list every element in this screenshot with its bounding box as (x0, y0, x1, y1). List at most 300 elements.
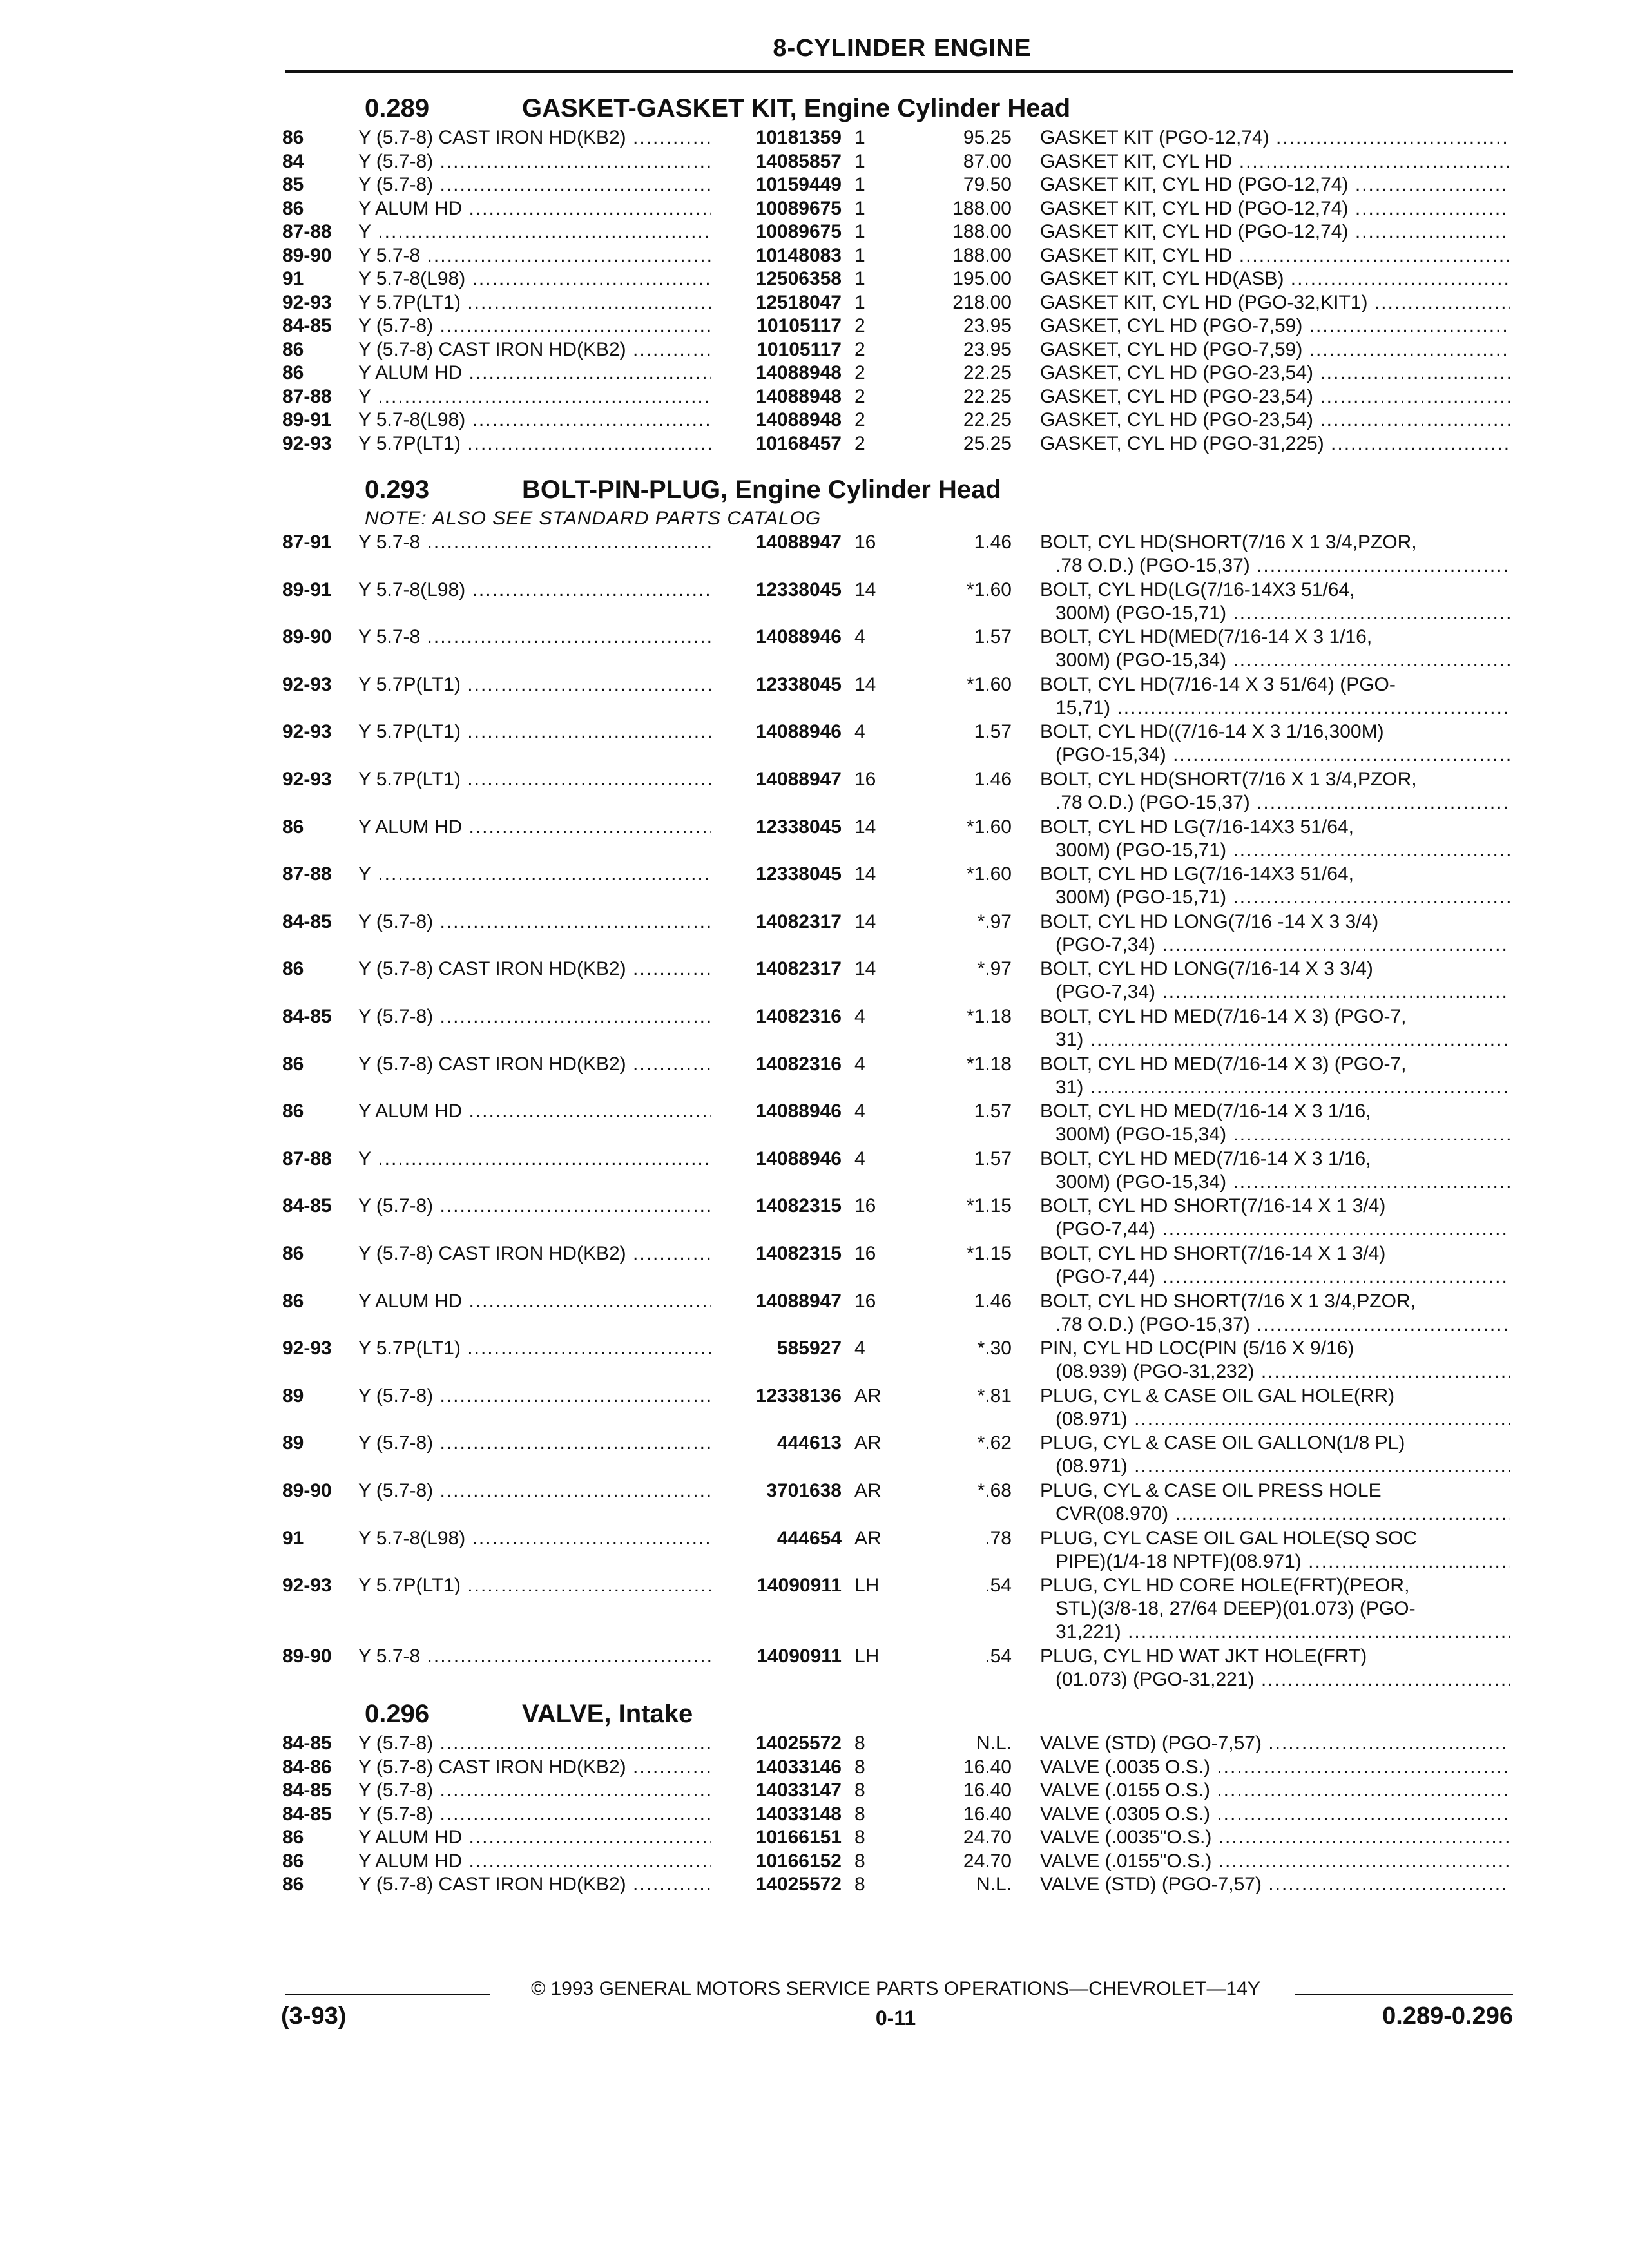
quantity: LH (854, 1575, 880, 1597)
application: Y ALUM HD ..... (358, 1826, 711, 1849)
model-year: 86 (282, 1100, 304, 1122)
description (1040, 1053, 1510, 1099)
price: *.30 (977, 1338, 1012, 1360)
part-number: 10181359 (755, 127, 842, 148)
application: Y 5.7-8 ..... (358, 531, 711, 554)
part-number: 14082316 (755, 1053, 842, 1075)
part-number: 14033146 (755, 1756, 842, 1778)
page-header-title: 8-CYLINDER ENGINE (773, 35, 1032, 62)
description (1040, 1195, 1510, 1241)
description-line: BOLT, CYL HD LG(7/16-14X3 51/64, (1040, 863, 1354, 885)
application: Y (5.7-8) ..... (358, 1732, 711, 1755)
quantity: 2 (854, 338, 865, 360)
part-number: 14082315 (755, 1243, 842, 1264)
model-year: 84-85 (282, 315, 332, 336)
model-year: 84-85 (282, 1780, 332, 1801)
description (1040, 385, 1510, 408)
model-year: 92-93 (282, 721, 332, 743)
application: Y 5.7P(LT1) ..... (358, 1574, 711, 1597)
part-number: 10089675 (755, 221, 842, 242)
price: *1.60 (966, 816, 1012, 838)
section-heading (0, 1695, 1629, 1732)
application: Y (5.7-8) ..... (358, 1385, 711, 1408)
model-year: 86 (282, 1874, 304, 1895)
description (1040, 957, 1510, 1004)
description (1040, 626, 1510, 672)
quantity: 1 (854, 197, 865, 219)
part-number: 12338045 (755, 579, 842, 601)
price: 188.00 (952, 221, 1012, 242)
price: 24.70 (963, 1827, 1012, 1848)
quantity: 14 (854, 673, 876, 695)
description (1040, 1873, 1510, 1896)
description-line: 31,221) ..... (1040, 1620, 1510, 1644)
quantity: AR (854, 1480, 882, 1501)
quantity: 16 (854, 769, 876, 790)
model-year: 91 (282, 268, 304, 289)
model-year: 87-88 (282, 221, 332, 242)
part-number: 14082316 (755, 1006, 842, 1027)
description-line: VALVE (.0305 O.S.) ..... (1040, 1803, 1510, 1826)
quantity: 4 (854, 1100, 865, 1122)
footer-section-range: 0.289-0.296 (1382, 2003, 1513, 2030)
model-year: 89 (282, 1432, 304, 1454)
model-year: 86 (282, 197, 304, 219)
description-line: PIPE)(1/4-18 NPTF)(08.971) ..... (1040, 1550, 1510, 1573)
price: N.L. (976, 1733, 1012, 1754)
section-note: NOTE: ALSO SEE STANDARD PARTS CATALOG (365, 508, 822, 529)
quantity: 8 (854, 1850, 865, 1872)
part-number: 585927 (776, 1338, 842, 1360)
part-number: 14088948 (755, 409, 842, 430)
quantity: 4 (854, 1053, 865, 1075)
model-year: 89-90 (282, 1480, 332, 1501)
model-year: 89-90 (282, 244, 332, 266)
quantity: AR (854, 1385, 882, 1407)
price: *1.18 (966, 1006, 1012, 1027)
description (1040, 408, 1510, 432)
model-year: 89-91 (282, 579, 332, 601)
application: Y ..... (358, 385, 711, 408)
application: Y ALUM HD ..... (358, 1100, 711, 1123)
part-number: 14082317 (755, 910, 842, 932)
section-number: 0.296 (365, 1700, 430, 1728)
model-year: 86 (282, 127, 304, 148)
description (1040, 1242, 1510, 1289)
section-title: VALVE, Intake (522, 1700, 693, 1728)
part-number: 12338045 (755, 673, 842, 695)
description (1040, 338, 1510, 361)
part-number: 14025572 (755, 1733, 842, 1754)
quantity: 1 (854, 127, 865, 148)
part-number: 12338045 (755, 863, 842, 885)
quantity: 8 (854, 1827, 865, 1848)
description (1040, 1826, 1510, 1849)
price: 1.46 (974, 769, 1012, 790)
description-line: PLUG, CYL & CASE OIL GAL HOLE(RR) (1040, 1385, 1395, 1407)
description-line: BOLT, CYL HD((7/16-14 X 3 1/16,300M) (1040, 721, 1384, 743)
part-number: 14033147 (755, 1780, 842, 1801)
model-year: 86 (282, 1053, 304, 1075)
part-number: 3701638 (766, 1480, 842, 1501)
description-line: (PGO-15,34) ..... (1040, 744, 1510, 767)
model-year: 84 (282, 150, 304, 172)
application: Y (5.7-8) CAST IRON HD(KB2) ..... (358, 957, 711, 981)
price: N.L. (976, 1874, 1012, 1895)
description (1040, 314, 1510, 338)
quantity: 8 (854, 1780, 865, 1801)
description-line: PLUG, CYL CASE OIL GAL HOLE(SQ SOC (1040, 1527, 1418, 1549)
model-year: 92-93 (282, 1338, 332, 1360)
part-number: 14088946 (755, 721, 842, 743)
description-line: VALVE (.0035"O.S.) ..... (1040, 1826, 1510, 1849)
application: Y 5.7-8 ..... (358, 1645, 711, 1668)
description-line: 31) ..... (1040, 1076, 1510, 1099)
quantity: 4 (854, 721, 865, 743)
description-line: BOLT, CYL HD(SHORT(7/16 X 1 3/4,PZOR, (1040, 532, 1417, 553)
price: *.97 (977, 958, 1012, 980)
description (1040, 361, 1510, 385)
part-number: 14088948 (755, 362, 842, 383)
description-line: PLUG, CYL & CASE OIL GALLON(1/8 PL) (1040, 1432, 1405, 1454)
application: Y 5.7P(LT1) ..... (358, 291, 711, 314)
description-line: (08.971) ..... (1040, 1455, 1510, 1478)
quantity: 8 (854, 1733, 865, 1754)
price: 87.00 (963, 150, 1012, 172)
price: 79.50 (963, 174, 1012, 195)
application: Y (5.7-8) CAST IRON HD(KB2) ..... (358, 1053, 711, 1076)
description-line: .78 O.D.) (PGO-15,37) ..... (1040, 791, 1510, 814)
description-line: VALVE (.0155 O.S.) ..... (1040, 1779, 1510, 1802)
application: Y 5.7-8 ..... (358, 244, 711, 267)
description (1040, 531, 1510, 577)
application: Y 5.7P(LT1) ..... (358, 432, 711, 456)
application: Y (5.7-8) ..... (358, 1479, 711, 1503)
model-year: 84-85 (282, 910, 332, 932)
price: 1.57 (974, 1148, 1012, 1169)
description (1040, 768, 1510, 814)
description-line: GASKET, CYL HD (PGO-23,54) ..... (1040, 408, 1510, 432)
description-line: GASKET KIT, CYL HD ..... (1040, 244, 1510, 267)
application: Y ALUM HD ..... (358, 197, 711, 220)
part-number: 10148083 (755, 244, 842, 266)
quantity: 4 (854, 1338, 865, 1360)
catalog-section (0, 1695, 1629, 1897)
description (1040, 1337, 1510, 1383)
quantity: 4 (854, 1006, 865, 1027)
price: 22.25 (963, 362, 1012, 383)
part-number: 14088948 (755, 385, 842, 407)
application: Y (5.7-8) CAST IRON HD(KB2) ..... (358, 1873, 711, 1896)
description-line: GASKET KIT, CYL HD (PGO-32,KIT1) ..... (1040, 291, 1510, 314)
model-year: 86 (282, 1827, 304, 1848)
application: Y (5.7-8) CAST IRON HD(KB2) ..... (358, 126, 711, 149)
application: Y (5.7-8) ..... (358, 314, 711, 338)
description-line: (PGO-7,44) ..... (1040, 1265, 1510, 1289)
application: Y ALUM HD ..... (358, 1850, 711, 1873)
application: Y ALUM HD ..... (358, 1290, 711, 1313)
model-year: 89-90 (282, 1646, 332, 1667)
section-number: 0.293 (365, 476, 430, 504)
description-line: VALVE (.0035 O.S.) ..... (1040, 1756, 1510, 1779)
part-number: 444613 (776, 1432, 842, 1454)
description (1040, 579, 1510, 625)
footer-copyright: © 1993 GENERAL MOTORS SERVICE PARTS OPERATIONS—CHEVROLET—14Y (531, 1978, 1260, 1999)
part-number: 12338045 (755, 816, 842, 838)
price: 218.00 (952, 291, 1012, 313)
model-year: 92-93 (282, 432, 332, 454)
part-number: 14088946 (755, 626, 842, 648)
price: .54 (985, 1575, 1012, 1597)
part-number: 14088946 (755, 1100, 842, 1122)
part-number: 10105117 (757, 338, 842, 360)
description (1040, 910, 1510, 957)
application: Y 5.7-8(L98) ..... (358, 408, 711, 432)
part-number: 10159449 (755, 174, 842, 195)
description (1040, 1574, 1510, 1644)
description (1040, 1527, 1510, 1573)
model-year: 84-85 (282, 1006, 332, 1027)
description-line: 300M) (PGO-15,71) ..... (1040, 886, 1510, 909)
part-number: 14090911 (757, 1646, 842, 1667)
model-year: 89 (282, 1385, 304, 1407)
description-line: .78 O.D.) (PGO-15,37) ..... (1040, 1313, 1510, 1336)
price: 23.95 (963, 315, 1012, 336)
model-year: 87-88 (282, 385, 332, 407)
price: *1.60 (966, 673, 1012, 695)
part-number: 10089675 (755, 197, 842, 219)
model-year: 92-93 (282, 1575, 332, 1597)
application: Y (5.7-8) CAST IRON HD(KB2) ..... (358, 1756, 711, 1779)
application: Y (5.7-8) ..... (358, 910, 711, 934)
model-year: 92-93 (282, 673, 332, 695)
price: *1.60 (966, 863, 1012, 885)
description-line: GASKET KIT, CYL HD ..... (1040, 150, 1510, 173)
description (1040, 126, 1510, 149)
quantity: 2 (854, 385, 865, 407)
description-line: BOLT, CYL HD LONG(7/16 -14 X 3 3/4) (1040, 910, 1379, 932)
quantity: AR (854, 1527, 882, 1549)
description (1040, 1645, 1510, 1691)
application: Y 5.7P(LT1) ..... (358, 673, 711, 697)
part-number: 14088947 (755, 532, 842, 553)
application: Y (5.7-8) ..... (358, 1195, 711, 1218)
application: Y (5.7-8) ..... (358, 1779, 711, 1802)
description-line: GASKET KIT, CYL HD(ASB) ..... (1040, 267, 1510, 291)
description (1040, 863, 1510, 909)
price: 1.46 (974, 1290, 1012, 1312)
model-year: 87-88 (282, 1148, 332, 1169)
description-line: BOLT, CYL HD LONG(7/16-14 X 3 3/4) (1040, 958, 1373, 980)
price: 23.95 (963, 338, 1012, 360)
quantity: 14 (854, 816, 876, 838)
description-line: (08.971) ..... (1040, 1408, 1510, 1431)
description-line: GASKET, CYL HD (PGO-7,59) ..... (1040, 338, 1510, 361)
model-year: 86 (282, 338, 304, 360)
description (1040, 1756, 1510, 1779)
application: Y ALUM HD ..... (358, 816, 711, 839)
quantity: AR (854, 1432, 882, 1454)
description-line: (PGO-7,44) ..... (1040, 1218, 1510, 1241)
part-number: 14088947 (755, 769, 842, 790)
description (1040, 267, 1510, 291)
quantity: 4 (854, 626, 865, 648)
model-year: 85 (282, 174, 304, 195)
description (1040, 1148, 1510, 1194)
description-line: BOLT, CYL HD MED(7/16-14 X 3) (PGO-7, (1040, 1053, 1407, 1075)
application: Y (5.7-8) ..... (358, 1005, 711, 1028)
price: 1.57 (974, 1100, 1012, 1122)
description-line: (08.939) (PGO-31,232) ..... (1040, 1360, 1510, 1383)
description-line: BOLT, CYL HD(LG(7/16-14X3 51/64, (1040, 579, 1355, 601)
description (1040, 150, 1510, 173)
description-line: 31) ..... (1040, 1028, 1510, 1052)
description-line: PLUG, CYL HD WAT JKT HOLE(FRT) (1040, 1646, 1367, 1667)
description-line: GASKET KIT, CYL HD (PGO-12,74) ..... (1040, 197, 1510, 220)
application: Y 5.7-8(L98) ..... (358, 267, 711, 291)
model-year: 86 (282, 1243, 304, 1264)
model-year: 86 (282, 362, 304, 383)
quantity: 14 (854, 579, 876, 601)
quantity: LH (854, 1646, 880, 1667)
description (1040, 1732, 1510, 1755)
description-line: (PGO-7,34) ..... (1040, 934, 1510, 957)
model-year: 87-91 (282, 532, 332, 553)
part-number: 444654 (776, 1527, 842, 1549)
quantity: 1 (854, 268, 865, 289)
application: Y ..... (358, 220, 711, 244)
description (1040, 291, 1510, 314)
part-number: 10105117 (757, 315, 842, 336)
description-line: .78 O.D.) (PGO-15,37) ..... (1040, 554, 1510, 577)
application: Y (5.7-8) ..... (358, 1803, 711, 1826)
part-number: 14033148 (755, 1803, 842, 1825)
description (1040, 1479, 1510, 1526)
description-line: 300M) (PGO-15,34) ..... (1040, 649, 1510, 672)
description-line: 300M) (PGO-15,71) ..... (1040, 602, 1510, 625)
footer-rule-right (1295, 1994, 1513, 1995)
quantity: 14 (854, 863, 876, 885)
price: *.97 (977, 910, 1012, 932)
price: 95.25 (963, 127, 1012, 148)
description (1040, 816, 1510, 862)
price: .78 (985, 1527, 1012, 1549)
price: 1.57 (974, 626, 1012, 648)
price: 16.40 (963, 1780, 1012, 1801)
price: 188.00 (952, 244, 1012, 266)
description-line: BOLT, CYL HD SHORT(7/16-14 X 1 3/4) (1040, 1243, 1386, 1264)
quantity: 1 (854, 150, 865, 172)
description (1040, 1290, 1510, 1336)
footer-page-number: 0-11 (875, 2006, 916, 2030)
price: 24.70 (963, 1850, 1012, 1872)
model-year: 84-85 (282, 1803, 332, 1825)
price: *1.60 (966, 579, 1012, 601)
model-year: 92-93 (282, 769, 332, 790)
description-line: PLUG, CYL HD CORE HOLE(FRT)(PEOR, (1040, 1575, 1410, 1597)
description-line: BOLT, CYL HD(MED(7/16-14 X 3 1/16, (1040, 626, 1373, 648)
part-number: 14085857 (755, 150, 842, 172)
model-year: 89-90 (282, 626, 332, 648)
price: *1.15 (966, 1243, 1012, 1264)
description-line: BOLT, CYL HD MED(7/16-14 X 3 1/16, (1040, 1148, 1371, 1169)
part-number: 14088946 (755, 1148, 842, 1169)
description (1040, 173, 1510, 197)
application: Y ..... (358, 1148, 711, 1171)
price: 188.00 (952, 197, 1012, 219)
model-year: 86 (282, 958, 304, 980)
part-number: 10166152 (755, 1850, 842, 1872)
description-line: VALVE (STD) (PGO-7,57) ..... (1040, 1732, 1510, 1755)
description-line: STL)(3/8-18, 27/64 DEEP)(01.073) (PGO- (1055, 1598, 1416, 1620)
description-line: BOLT, CYL HD(SHORT(7/16 X 1 3/4,PZOR, (1040, 769, 1417, 790)
price: 22.25 (963, 409, 1012, 430)
model-year: 86 (282, 816, 304, 838)
description (1040, 1385, 1510, 1431)
section-title: GASKET-GASKET KIT, Engine Cylinder Head (522, 94, 1071, 122)
description-line: GASKET, CYL HD (PGO-23,54) ..... (1040, 385, 1510, 408)
model-year: 92-93 (282, 291, 332, 313)
description-line: 15,71) ..... (1040, 697, 1510, 720)
price: .54 (985, 1646, 1012, 1667)
description (1040, 220, 1510, 244)
quantity: 4 (854, 1148, 865, 1169)
quantity: 8 (854, 1756, 865, 1778)
quantity: 8 (854, 1803, 865, 1825)
price: *.81 (977, 1385, 1012, 1407)
catalog-section (0, 470, 1629, 1693)
model-year: 86 (282, 1850, 304, 1872)
application: Y 5.7-8 ..... (358, 626, 711, 649)
model-year: 84-85 (282, 1733, 332, 1754)
quantity: 2 (854, 362, 865, 383)
footer-date-code: (3-93) (281, 2003, 347, 2030)
model-year: 91 (282, 1527, 304, 1549)
application: Y (5.7-8) CAST IRON HD(KB2) ..... (358, 338, 711, 361)
description-line: (01.073) (PGO-31,221) ..... (1040, 1668, 1510, 1691)
application: Y 5.7-8(L98) ..... (358, 579, 711, 602)
application: Y (5.7-8) ..... (358, 150, 711, 173)
model-year: 87-88 (282, 863, 332, 885)
description-line: 300M) (PGO-15,71) ..... (1040, 839, 1510, 862)
section-title: BOLT-PIN-PLUG, Engine Cylinder Head (522, 476, 1001, 504)
application: Y ALUM HD ..... (358, 361, 711, 385)
price: *.68 (977, 1480, 1012, 1501)
parts-table (0, 531, 1629, 1693)
description-line: VALVE (.0155"O.S.) ..... (1040, 1850, 1510, 1873)
footer-rule-left (285, 1994, 490, 1995)
description (1040, 1779, 1510, 1802)
description (1040, 244, 1510, 267)
description-line: GASKET KIT, CYL HD (PGO-12,74) ..... (1040, 173, 1510, 197)
catalog-section (0, 89, 1629, 456)
quantity: 16 (854, 532, 876, 553)
description-line: BOLT, CYL HD SHORT(7/16 X 1 3/4,PZOR, (1040, 1290, 1416, 1312)
description-line: PLUG, CYL & CASE OIL PRESS HOLE (1040, 1480, 1382, 1501)
price: 1.46 (974, 532, 1012, 553)
quantity: 1 (854, 221, 865, 242)
description (1040, 673, 1510, 720)
price: 25.25 (963, 432, 1012, 454)
description (1040, 197, 1510, 220)
part-number: 14090911 (757, 1575, 842, 1597)
description (1040, 1850, 1510, 1873)
price: 16.40 (963, 1803, 1012, 1825)
quantity: 2 (854, 315, 865, 336)
section-heading (0, 470, 1629, 508)
quantity: 16 (854, 1195, 876, 1217)
section-heading (0, 89, 1629, 126)
